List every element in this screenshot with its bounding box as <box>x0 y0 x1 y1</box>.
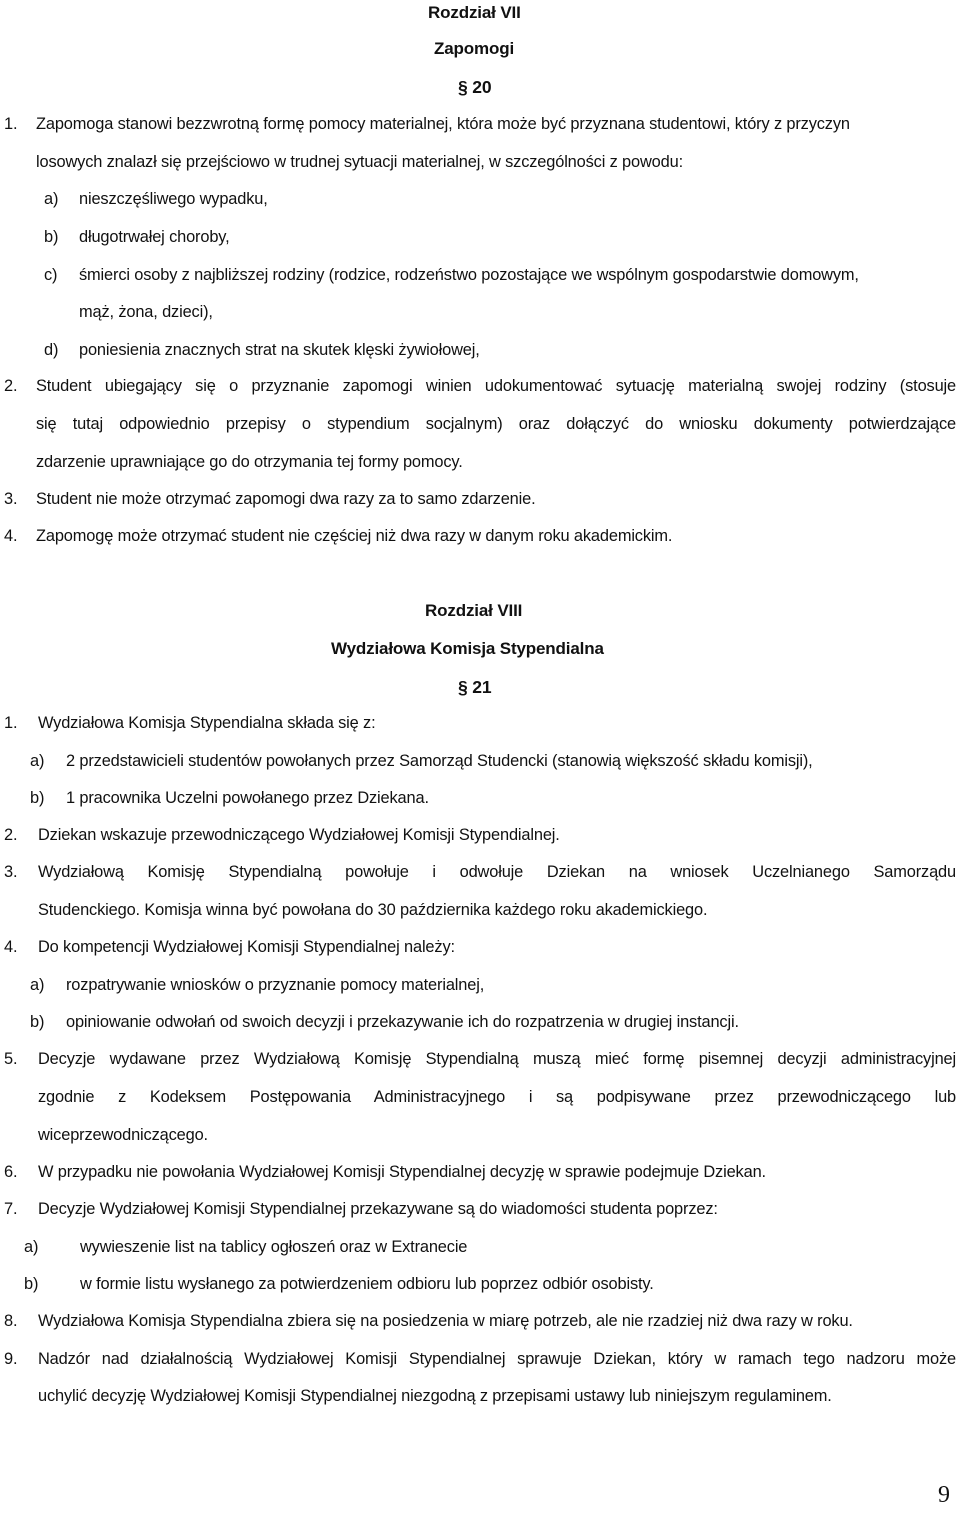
chapter-8-subtitle: Wydziałowa Komisja Stypendialna <box>331 639 604 658</box>
ch7-p2-line3: zdarzenie uprawniające go do otrzymania tej formy pomocy. <box>36 453 463 471</box>
ch8-p3-line2: Studenckiego. Komisja winna być powołana do 30 października każdego roku akademickiego. <box>38 901 708 919</box>
ch7-p2-line1: Student ubiegający się o przyznanie zapomogi winien udokumentować sytuację materialną swojej rodziny (stosuje <box>36 377 956 395</box>
ch8-p4-item-b-text: opiniowanie odwołań od swoich decyzji i przekazywanie ich do rozpatrzenia w drugiej instancji. <box>66 1013 739 1031</box>
ch8-p5-line2: zgodnie z Kodeksem Postępowania Administracyjnego i są podpisywane przez przewodniczącego lub <box>38 1088 956 1106</box>
ch8-p8-text: Wydziałowa Komisja Stypendialna zbiera się na posiedzenia w miarę potrzeb, ale nie rzadziej niż dwa razy w roku. <box>38 1312 853 1330</box>
ch7-p1-item-d-text: poniesienia znacznych strat na skutek klęski żywiołowej, <box>79 341 480 359</box>
ch7-p1-item-c-text2: mąż, żona, dzieci), <box>79 303 213 321</box>
ch8-p4-number: 4. <box>4 938 18 956</box>
ch8-p7-item-a-text: wywieszenie list na tablicy ogłoszeń oraz w Extranecie <box>80 1238 468 1256</box>
ch8-p7-number: 7. <box>4 1200 18 1218</box>
ch8-p4-text: Do kompetencji Wydziałowej Komisji Stypendialnej należy: <box>38 938 455 956</box>
ch8-p1-number: 1. <box>4 714 18 732</box>
ch7-p1-item-c-text: śmierci osoby z najbliższej rodziny (rodzice, rodzeństwo pozostające we wspólnym gospodarstwie domowym, <box>79 266 859 284</box>
ch8-p3-number: 3. <box>4 863 18 881</box>
ch8-p1-item-a-label: a) <box>30 752 45 770</box>
ch7-p1-item-a-label: a) <box>44 190 59 208</box>
ch8-p5-line3: wiceprzewodniczącego. <box>38 1126 208 1144</box>
ch7-p1-number: 1. <box>4 115 18 133</box>
ch8-p2-number: 2. <box>4 826 18 844</box>
ch7-p4-number: 4. <box>4 527 18 545</box>
ch8-p2-text: Dziekan wskazuje przewodniczącego Wydziałowej Komisji Stypendialnej. <box>38 826 560 844</box>
ch8-p4-item-a-text: rozpatrywanie wniosków o przyznanie pomocy materialnej, <box>66 976 485 994</box>
ch8-p4-item-a-label: a) <box>30 976 45 994</box>
ch7-p1-item-b-text: długotrwałej choroby, <box>79 228 230 246</box>
ch8-p1-item-a-text: 2 przedstawicieli studentów powołanych przez Samorząd Studencki (stanowią większość składu komisji), <box>66 752 813 770</box>
page-number: 9 <box>938 1482 950 1508</box>
ch7-p2-line2: się tutaj odpowiednio przepisy o stypendium socjalnym) oraz dołączyć do wniosku dokumenty potwierdzające <box>36 415 956 433</box>
ch8-p7-text: Decyzje Wydziałowej Komisji Stypendialnej przekazywane są do wiadomości studenta poprzez: <box>38 1200 718 1218</box>
ch8-p1-text: Wydziałowa Komisja Stypendialna składa się z: <box>38 714 376 732</box>
ch7-p1-item-b-label: b) <box>44 228 59 246</box>
ch8-p8-number: 8. <box>4 1312 18 1330</box>
ch8-p6-number: 6. <box>4 1163 18 1181</box>
ch7-p2-number: 2. <box>4 377 18 395</box>
ch7-p1-item-d-label: d) <box>44 341 59 359</box>
ch7-p1-item-a-text: nieszczęśliwego wypadku, <box>79 190 268 208</box>
section-20-heading: § 20 <box>458 77 492 97</box>
chapter-7-title: Rozdział VII <box>428 3 521 22</box>
ch7-p3-text: Student nie może otrzymać zapomogi dwa razy za to samo zdarzenie. <box>36 490 536 508</box>
chapter-8-title: Rozdział VIII <box>425 601 523 620</box>
chapter-7-subtitle: Zapomogi <box>434 39 515 58</box>
ch7-p4-text: Zapomogę może otrzymać student nie częściej niż dwa razy w danym roku akademickim. <box>36 527 673 545</box>
ch8-p7-item-a-label: a) <box>24 1238 39 1256</box>
ch8-p9-line2: uchylić decyzję Wydziałowej Komisji Stypendialnej niezgodną z przepisami ustawy lub niniejszym regulaminem. <box>38 1387 832 1405</box>
ch7-p1-item-c-label: c) <box>44 266 58 284</box>
ch7-p1-line2: losowych znalazł się przejściowo w trudnej sytuacji materialnej, w szczególności z powodu: <box>36 153 683 171</box>
ch8-p5-number: 5. <box>4 1050 18 1068</box>
ch8-p4-item-b-label: b) <box>30 1013 45 1031</box>
ch8-p9-number: 9. <box>4 1350 18 1368</box>
ch8-p9-line1: Nadzór nad działalnością Wydziałowej Komisji Stypendialnej sprawuje Dziekan, który w ramach tego nadzoru może <box>38 1350 956 1368</box>
ch8-p1-item-b-label: b) <box>30 789 45 807</box>
ch8-p7-item-b-label: b) <box>24 1275 39 1293</box>
ch7-p3-number: 3. <box>4 490 18 508</box>
section-21-heading: § 21 <box>458 677 492 697</box>
ch7-p1-line1: Zapomoga stanowi bezzwrotną formę pomocy materialnej, która może być przyznana studentowi, który z przyczyn <box>36 115 850 133</box>
ch8-p3-line1: Wydziałową Komisję Stypendialną powołuje i odwołuje Dziekan na wniosek Uczelnianego Samorządu <box>38 863 956 881</box>
ch8-p5-line1: Decyzje wydawane przez Wydziałową Komisję Stypendialną muszą mieć formę pisemnej decyzji administracyjnej <box>38 1050 956 1068</box>
ch8-p1-item-b-text: 1 pracownika Uczelni powołanego przez Dziekana. <box>66 789 429 807</box>
ch8-p7-item-b-text: w formie listu wysłanego za potwierdzeniem odbioru lub poprzez odbiór osobisty. <box>80 1275 654 1293</box>
ch8-p6-text: W przypadku nie powołania Wydziałowej Komisji Stypendialnej decyzję w sprawie podejmuje Dziekan. <box>38 1163 766 1181</box>
